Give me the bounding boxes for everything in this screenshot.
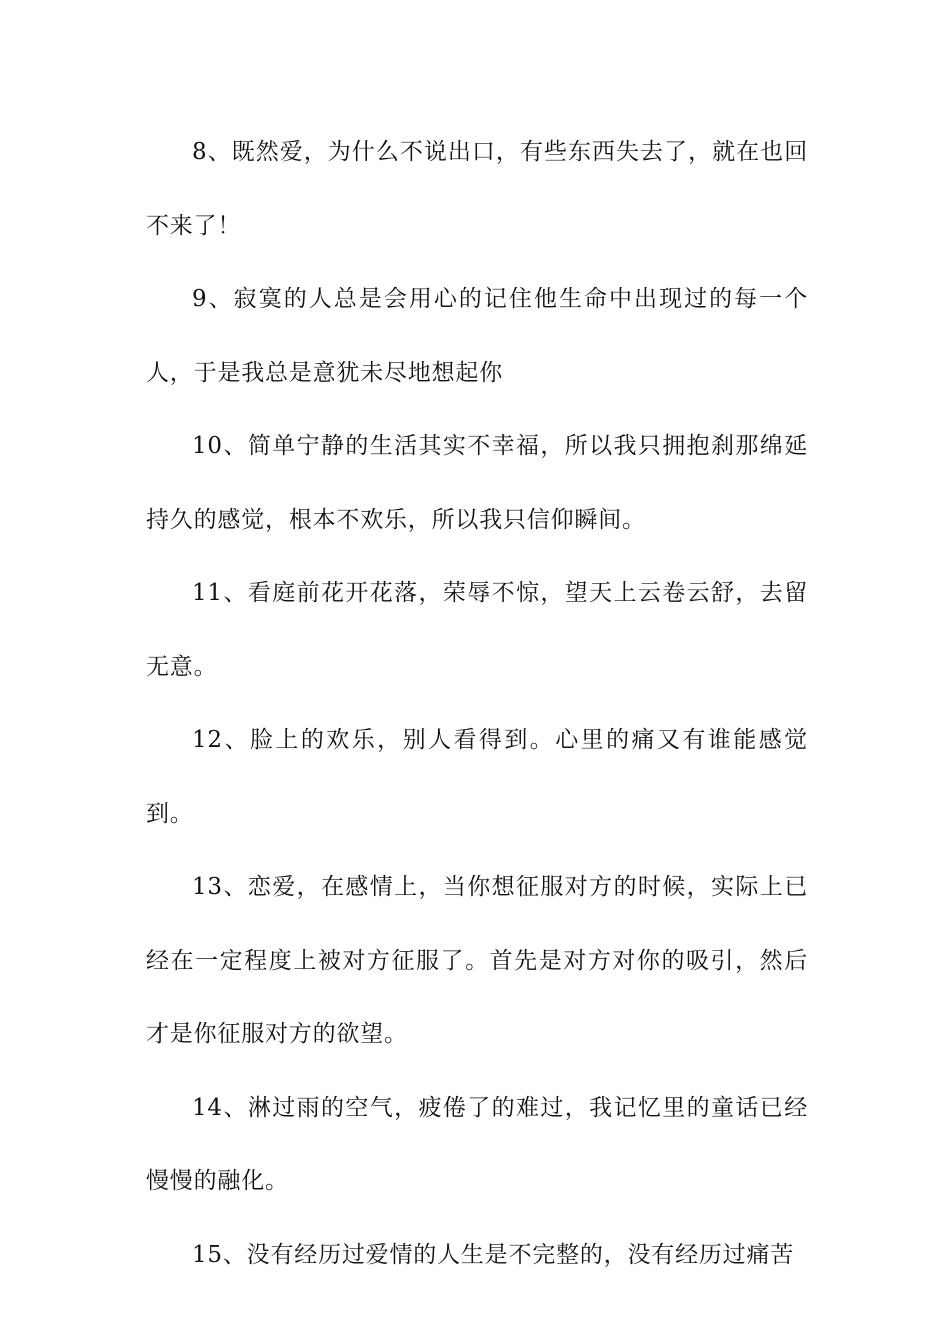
- paragraph-9: 9、寂寞的人总是会用心的记住他生命中出现过的每一个人，于是我总是意犹未尽地想起你: [146, 286, 808, 386]
- paragraph-8: 8、既然爱，为什么不说出口，有些东西失去了，就在也回不来了！: [146, 139, 808, 239]
- paragraph-13: 13、恋爱，在感情上，当你想征服对方的时候，实际上已经在一定程度上被对方征服了。首先是对方对你的吸引，然后才是你征服对方的欲望。: [146, 874, 808, 1047]
- paragraph-10: 10、简单宁静的生活其实不幸福，所以我只拥抱刹那绵延持久的感觉，根本不欢乐，所以我只信仰瞬间。: [146, 433, 808, 533]
- body-text: [146, 116, 808, 1292]
- paragraph-14: 14、淋过雨的空气，疲倦了的难过，我记忆里的童话已经慢慢的融化。: [146, 1094, 808, 1194]
- paragraph-15: 15、没有经历过爱情的人生是不完整的，没有经历过痛苦: [192, 1241, 795, 1268]
- paragraph-11: 11、看庭前花开花落，荣辱不惊，望天上云卷云舒，去留无意。: [146, 580, 808, 680]
- paragraph-12: 12、脸上的欢乐，别人看得到。心里的痛又有谁能感觉到。: [146, 727, 808, 827]
